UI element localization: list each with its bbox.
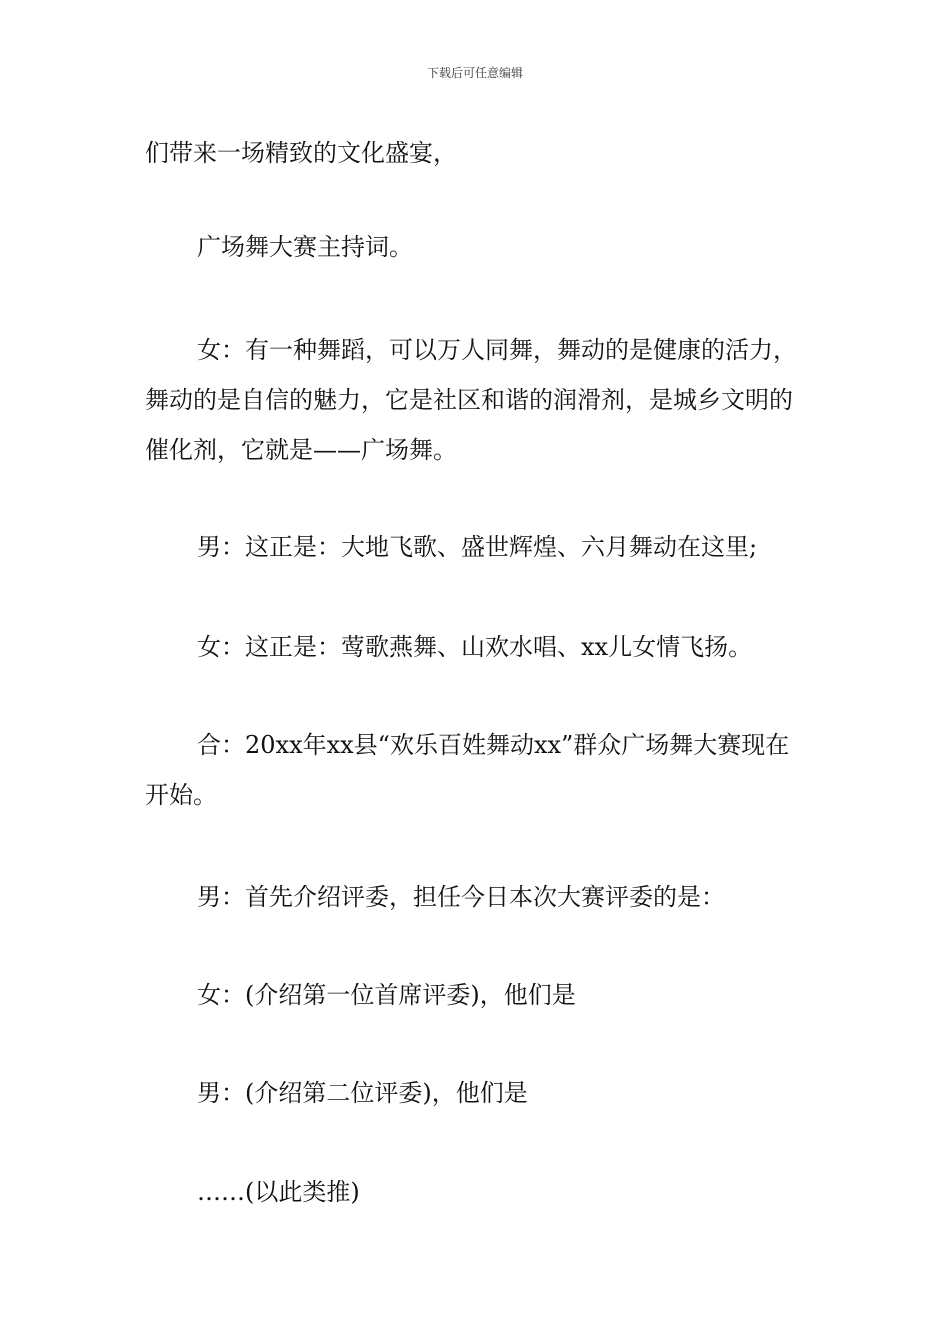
- paragraph-etc: ……(以此类推): [197, 1178, 360, 1206]
- paragraph-male-line-1: 男：这正是：大地飞歌、盛世辉煌、六月舞动在这里;: [197, 533, 758, 561]
- paragraph-female-intro: 女：有一种舞蹈，可以万人同舞，舞动的是健康的活力，舞动的是自信的魅力，它是社区和谐的润滑剂，是城乡文明的催化剂，它就是——广场舞。: [145, 336, 797, 464]
- paragraph-together-opening: 合：20xx年xx县“欢乐百姓舞动xx”群众广场舞大赛现在开始。: [145, 731, 790, 809]
- paragraph-male-judges: 男：首先介绍评委，担任今日本次大赛评委的是：: [197, 883, 725, 911]
- paragraph-continuation: 们带来一场精致的文化盛宴，: [145, 139, 457, 167]
- paragraph-female-line-1: 女：这正是：莺歌燕舞、山欢水唱、xx儿女情飞扬。: [197, 633, 753, 661]
- paragraph-male-judge-2: 男：(介绍第二位评委)，他们是: [197, 1079, 528, 1107]
- paragraph-female-judge-1: 女：(介绍第一位首席评委)，他们是: [197, 981, 576, 1009]
- paragraph-title: 广场舞大赛主持词。: [197, 233, 413, 261]
- page-header-note: 下载后可任意编辑: [426, 66, 523, 80]
